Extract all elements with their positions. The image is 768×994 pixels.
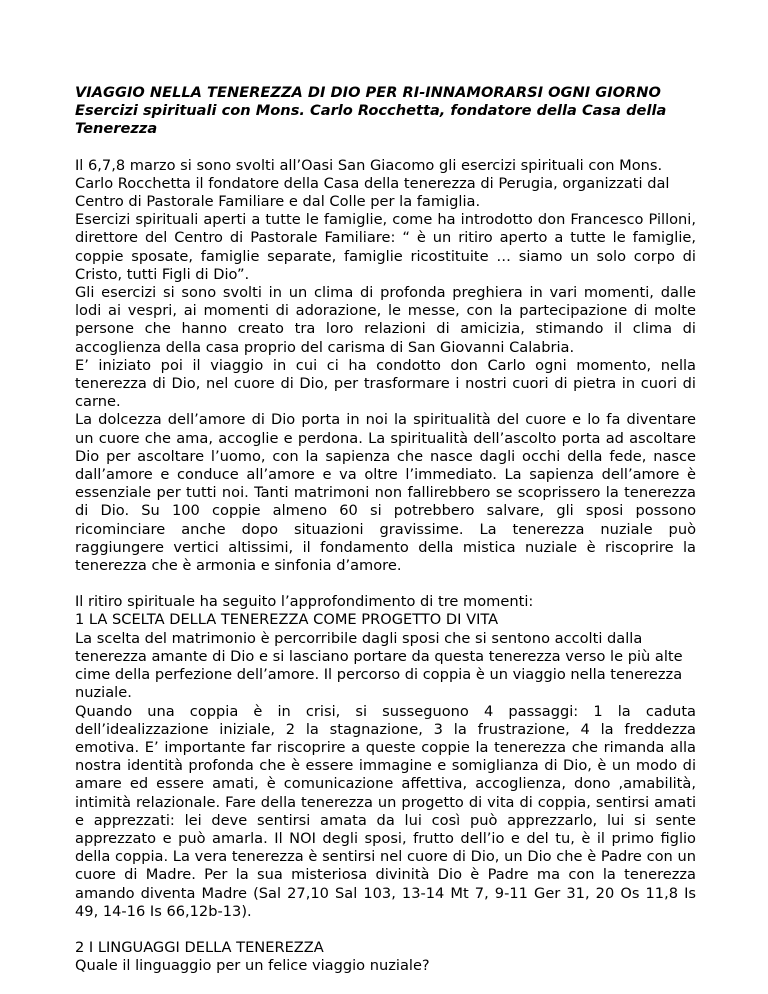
paragraph: Gli esercizi si sono svolti in un clima di profonda preghiera in vari momenti, dalle lodi ai vespri, ai momenti di adorazione, le messe, con la partecipazione di molte persone che hanno creato tra loro relazioni di amicizia, stimando il clima di accoglienza della casa proprio del carisma di San Giovanni Calabria.: [75, 284, 696, 356]
spacer: [75, 575, 696, 593]
spacer: [75, 921, 696, 939]
paragraph: Esercizi spirituali aperti a tutte le famiglie, come ha introdotto don Francesco Pilloni, direttore del Centro di Pastorale Familiare: “ è un ritiro aperto a tutte le famiglie, coppie sposate, famiglie separate, famiglie ricostituite … siamo un solo corpo di Cristo, tutti Figli di Dio”.: [75, 211, 696, 283]
paragraph: La dolcezza dell’amore di Dio porta in noi la spiritualità del cuore e lo fa diventare un cuore che ama, accoglie e perdona. La spiritualità dell’ascolto porta ad ascoltare Dio per ascoltare l’uomo, con la sapienza che nasce dagli occhi della fede, nasce dall’amore e conduce all’amore e va oltre l’immediato. La sapienza dell’amore è essenziale per tutti noi. Tanti matrimoni non fallirebbero se scoprissero la tenerezza di Dio. Su 100 coppie almeno 60 si potrebbero salvare, gli sposi possono ricominciare anche dopo situazioni gravissime. La tenerezza nuziale può raggiungere vertici altissimi, il fondamento della mistica nuziale è riscoprire la tenerezza che è armonia e sinfonia d’amore.: [75, 411, 696, 575]
paragraph: La scelta del matrimonio è percorribile dagli sposi che si sentono accolti dalla tenerezza amante di Dio e si lasciano portare da questa tenerezza verso le più alte cime della perfezione dell’amore. Il percorso di coppia è un viaggio nella tenerezza nuziale.: [75, 629, 683, 702]
spacer: [75, 139, 696, 157]
document-body: [75, 84, 696, 975]
section-heading: 1 LA SCELTA DELLA TENEREZZA COME PROGETTO DI VITA: [75, 611, 499, 629]
paragraph: E’ iniziato poi il viaggio in cui ci ha condotto don Carlo ogni momento, nella tenerezza di Dio, nel cuore di Dio, per trasformare i nostri cuori di pietra in cuori di carne.: [75, 356, 696, 411]
section-heading: 2 I LINGUAGGI DELLA TENEREZZA: [75, 938, 324, 956]
document-subtitle: Esercizi spirituali con Mons. Carlo Rocchetta, fondatore della Casa della Tenerezza: [75, 102, 667, 138]
paragraph: Quale il linguaggio per un felice viaggio nuziale?: [75, 957, 430, 975]
paragraph: Il ritiro spirituale ha seguito l’approfondimento di tre momenti:: [75, 593, 534, 611]
paragraph: Quando una coppia è in crisi, si susseguono 4 passaggi: 1 la caduta dell’idealizzazione iniziale, 2 la stagnazione, 3 la frustrazione, 4 la freddezza emotiva. E’ importante far riscoprire a queste coppie la tenerezza che rimanda alla nostra identità profonda che è essere immagine e somiglianza di Dio, è un modo di amare ed essere amati, è comunicazione affettiva, accoglienza, dono ,amabilità, intimità relazionale. Fare della tenerezza un progetto di vita di coppia, sentirsi amati e apprezzati: lei deve sentirsi amata da lui così può apprezzarlo, lui si sente apprezzato e può amarla. Il NOI degli sposi, frutto dell’io e del tu, è il primo figlio della coppia. La vera tenerezza è sentirsi nel cuore di Dio, un Dio che è Padre con un cuore di Madre. Per la sua misteriosa divinità Dio è Padre ma con la tenerezza amando diventa Madre (Sal 27,10 Sal 103, 13-14 Mt 7, 9-11 Ger 31, 20 Os 11,8 Is 49, 14-16 Is 66,12b-13).: [75, 702, 696, 920]
document-title: VIAGGIO NELLA TENEREZZA DI DIO PER RI-INNAMORARSI OGNI GIORNO: [75, 84, 661, 101]
paragraph: Il 6,7,8 marzo si sono svolti all’Oasi San Giacomo gli esercizi spirituali con Mons. Carlo Rocchetta il fondatore della Casa della tenerezza di Perugia, organizzati dal Centro di Pastorale Familiare e dal Colle per la famiglia.: [75, 156, 670, 211]
